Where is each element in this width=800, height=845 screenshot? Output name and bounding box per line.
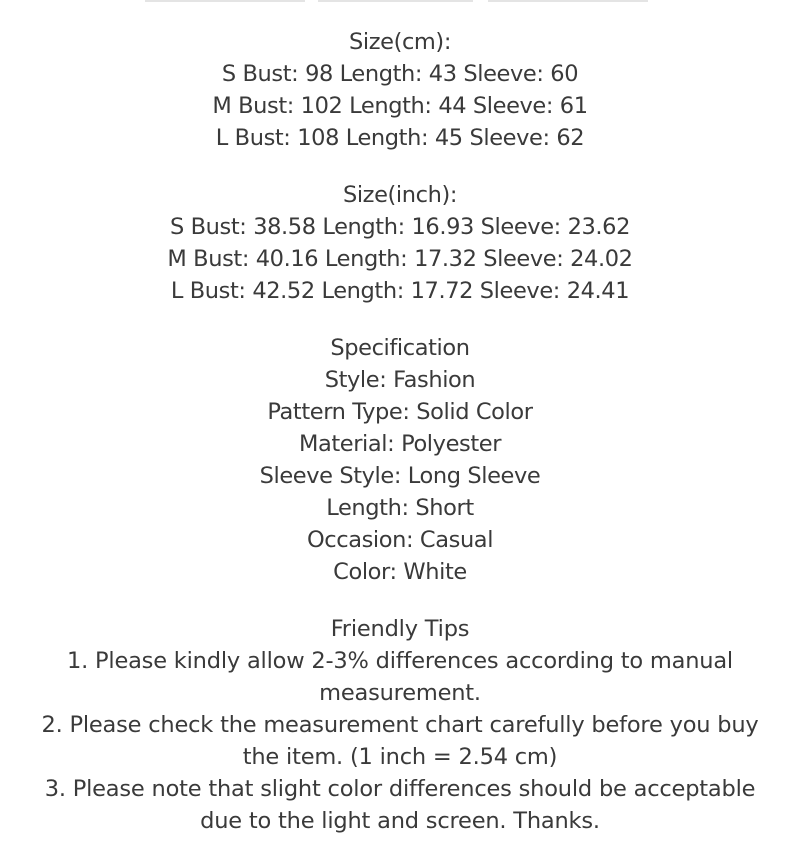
size-cm-row-l: L Bust: 108 Length: 45 Sleeve: 62 bbox=[215, 125, 585, 151]
size-inch-section bbox=[20, 179, 780, 307]
spec-occasion: Occasion: Casual bbox=[306, 527, 494, 553]
divider-segment bbox=[488, 0, 648, 2]
spec-style: Style: Fashion bbox=[324, 367, 476, 393]
size-cm-section bbox=[20, 26, 780, 154]
size-cm-row-m: M Bust: 102 Length: 44 Sleeve: 61 bbox=[212, 93, 588, 119]
friendly-tips-section bbox=[30, 613, 770, 837]
size-inch-row-l: L Bust: 42.52 Length: 17.72 Sleeve: 24.41 bbox=[170, 278, 630, 304]
tips-heading: Friendly Tips bbox=[330, 616, 470, 642]
spec-color: Color: White bbox=[333, 559, 467, 585]
specification-heading: Specification bbox=[330, 335, 470, 361]
tip-item-2: 2. Please check the measurement chart carefully before you buy the item. (1 inch = 2.54 cm) bbox=[41, 712, 759, 770]
specification-section bbox=[20, 332, 780, 588]
size-cm-heading: Size(cm): bbox=[348, 29, 451, 55]
size-cm-row-s: S Bust: 98 Length: 43 Sleeve: 60 bbox=[221, 61, 579, 87]
size-inch-heading: Size(inch): bbox=[342, 182, 458, 208]
spec-sleeve-style: Sleeve Style: Long Sleeve bbox=[259, 463, 541, 489]
spec-length: Length: Short bbox=[326, 495, 474, 521]
size-inch-row-m: M Bust: 40.16 Length: 17.32 Sleeve: 24.02 bbox=[167, 246, 633, 272]
spec-material: Material: Polyester bbox=[298, 431, 502, 457]
size-inch-row-s: S Bust: 38.58 Length: 16.93 Sleeve: 23.62 bbox=[169, 214, 630, 240]
divider-segment bbox=[318, 0, 473, 2]
tip-item-1: 1. Please kindly allow 2-3% differences according to manual measurement. bbox=[67, 648, 733, 706]
spec-pattern-type: Pattern Type: Solid Color bbox=[267, 399, 533, 425]
divider-segment bbox=[145, 0, 305, 2]
top-divider-lines bbox=[0, 0, 800, 4]
tip-item-3: 3. Please note that slight color differences should be acceptable due to the light and screen. Thanks. bbox=[44, 776, 756, 834]
product-description bbox=[20, 26, 780, 837]
